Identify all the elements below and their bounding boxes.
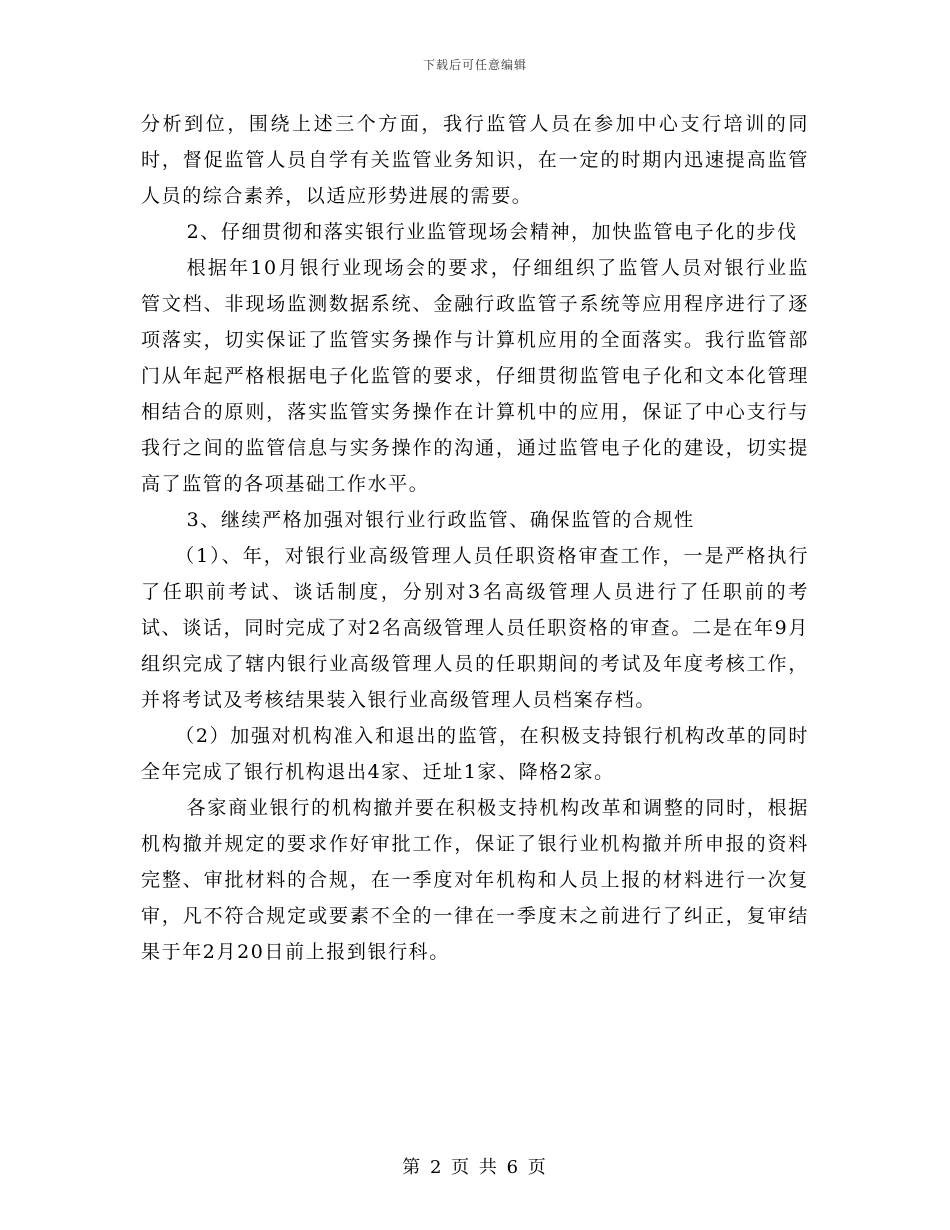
header-note: 下载后可任意编辑	[422, 58, 527, 72]
section-heading-2: 2、仔细贯彻和落实银行业监管现场会精神，加快监管电子化的步伐	[186, 221, 798, 243]
paragraph-item-1: （1）、年，对银行业高级管理人员任职资格审查工作，一是严格执行了任职前考试、谈话制度，分别对3名高级管理人员进行了任职前的考试、谈话，同时完成了对2名高级管理人员任职资格的审查。二是在年9月组织完成了辖内银行业高级管理人员的任职期间的考试及年度考核工作，并将考试及考核结果装入银行业高级管理人员档案存档。	[141, 545, 809, 711]
paragraph-electronic-supervision: 根据年10月银行业现场会的要求，仔细组织了监管人员对银行业监管文档、非现场监测数据系统、金融行政监管子系统等应用程序进行了逐项落实，切实保证了监管实务操作与计算机应用的全面落实。我行监管部门从年起严格根据电子化监管的要求，仔细贯彻监管电子化和文本化管理相结合的原则，落实监管实务操作在计算机中的应用，保证了中心支行与我行之间的监管信息与实务操作的沟通，通过监管电子化的建设，切实提高了监管的各项基础工作水平。	[141, 257, 809, 495]
page-indicator: 第 2 页 共 6 页	[402, 1157, 548, 1178]
section-heading-3: 3、继续严格加强对银行业行政监管、确保监管的合规性	[186, 509, 695, 531]
paragraph-bank-merger: 各家商业银行的机构撤并要在积极支持机构改革和调整的同时，根据机构撤并规定的要求作好审批工作，保证了银行业机构撤并所申报的资料完整、审批材料的合规，在一季度对年机构和人员上报的材料进行一次复审，凡不符合规定或要素不全的一律在一季度末之前进行了纠正，复审结果于年2月20日前上报到银行科。	[141, 797, 809, 963]
document-body	[141, 106, 809, 970]
paragraph-item-2: （2）加强对机构准入和退出的监管，在积极支持银行机构改革的同时全年完成了银行机构退出4家、迁址1家、降格2家。	[141, 725, 809, 783]
paragraph-continuation: 分析到位，围绕上述三个方面，我行监管人员在参加中心支行培训的同时，督促监管人员自学有关监管业务知识，在一定的时期内迅速提高监管人员的综合素养，以适应形势进展的需要。	[141, 113, 809, 207]
